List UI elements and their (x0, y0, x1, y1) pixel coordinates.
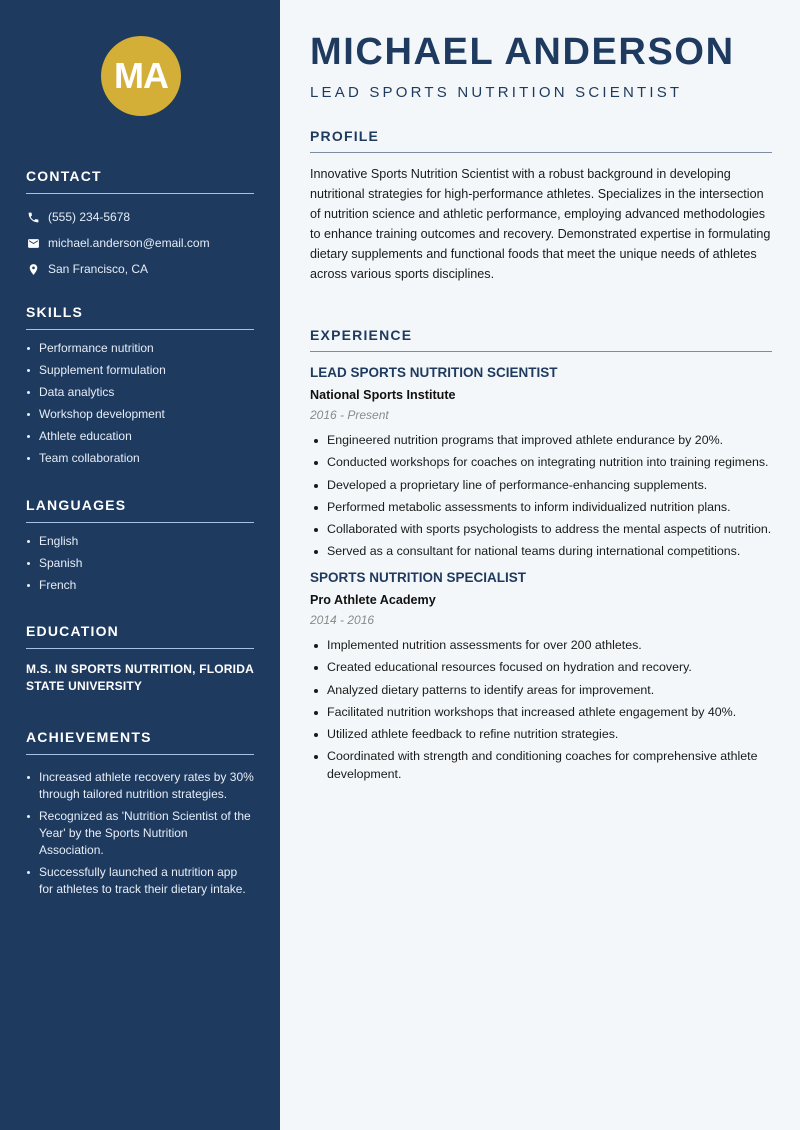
sidebar (0, 0, 280, 1130)
skills-list (26, 340, 254, 467)
education-section (26, 623, 254, 695)
languages-list (26, 533, 254, 594)
achievement-item: Successfully launched a nutrition app for athletes to track their dietary intake. (26, 864, 254, 898)
job-entry (310, 569, 772, 783)
language-item: English (26, 533, 254, 550)
location-pin-icon (26, 262, 40, 276)
candidate-title: LEAD SPORTS NUTRITION SCIENTIST (310, 84, 683, 101)
profile-text: Innovative Sports Nutrition Scientist with a robust background in developing nutritional strategies for high-performance athletes. Specializes in the intersection of nutrition science and athletic performance, employing advanced methodologies to enhance training outcomes and recovery. Demonstrated expertise in formulating dietary supplements and functional foods that meet the unique needs of athletes across various sports disciplines. (310, 167, 771, 281)
achievement-item: Increased athlete recovery rates by 30% through tailored nutrition strategies. (26, 769, 254, 803)
achievements-heading: ACHIEVEMENTS (26, 729, 254, 755)
skills-section (26, 304, 254, 472)
job-bullet: Analyzed dietary patterns to identify areas for improvement. (310, 682, 772, 700)
job-bullet: Conducted workshops for coaches on integrating nutrition into training regimens. (310, 454, 772, 472)
skill-item: Data analytics (26, 384, 254, 401)
avatar (101, 36, 181, 116)
phone-icon (26, 210, 40, 224)
skill-item: Athlete education (26, 428, 254, 445)
job-bullet: Performed metabolic assessments to inform individualized nutrition plans. (310, 499, 772, 517)
language-item: French (26, 577, 254, 594)
contact-phone (26, 204, 254, 230)
job-title: LEAD SPORTS NUTRITION SCIENTIST (310, 365, 558, 380)
skills-heading: SKILLS (26, 304, 254, 330)
job-bullets (310, 637, 772, 783)
job-bullet: Developed a proprietary line of performance-enhancing supplements. (310, 477, 772, 495)
candidate-name: MICHAEL ANDERSON (310, 31, 735, 73)
contact-email-text[interactable]: michael.anderson@email.com (48, 236, 210, 250)
languages-section (26, 497, 254, 599)
contact-location-text: San Francisco, CA (48, 262, 149, 276)
job-title: SPORTS NUTRITION SPECIALIST (310, 569, 527, 585)
education-degree: M.S. IN SPORTS NUTRITION, FLORIDA STATE UNIVERSITY (26, 662, 254, 693)
achievement-item: Recognized as 'Nutrition Scientist of the Year' by the Sports Nutrition Association. (26, 808, 254, 859)
skill-item: Workshop development (26, 406, 254, 423)
job-bullet: Collaborated with sports psychologists to address the mental aspects of nutrition. (310, 521, 772, 539)
job-company: National Sports Institute (310, 388, 456, 402)
job-company: Pro Athlete Academy (310, 592, 436, 607)
contact-section (26, 168, 254, 282)
skill-item: Performance nutrition (26, 340, 254, 357)
job-bullet: Engineered nutrition programs that improved athlete endurance by 20%. (310, 432, 772, 450)
email-icon (26, 236, 40, 250)
education-heading: EDUCATION (26, 623, 254, 649)
skill-item: Supplement formulation (26, 362, 254, 379)
languages-heading: LANGUAGES (26, 497, 254, 523)
job-bullets (310, 432, 772, 561)
job-bullet: Implemented nutrition assessments for over 200 athletes. (310, 637, 772, 655)
achievements-list (26, 769, 254, 898)
achievements-section (26, 729, 254, 903)
job-bullet: Facilitated nutrition workshops that increased athlete engagement by 40%. (310, 704, 772, 722)
contact-phone-text[interactable]: (555) 234-5678 (48, 210, 131, 224)
contact-list (26, 204, 254, 282)
experience-section (310, 327, 772, 788)
experience-heading: EXPERIENCE (310, 327, 772, 352)
contact-location (26, 256, 254, 282)
job-bullet: Coordinated with strength and conditioning coaches for comprehensive athlete development. (310, 748, 772, 783)
contact-email (26, 230, 254, 256)
contact-heading: CONTACT (26, 168, 254, 194)
avatar-initials: MA (114, 55, 168, 96)
skill-item: Team collaboration (26, 450, 254, 467)
profile-section (310, 128, 772, 284)
profile-heading: PROFILE (310, 128, 772, 153)
language-item: Spanish (26, 555, 254, 572)
job-bullet: Served as a consultant for national teams during international competitions. (310, 543, 772, 561)
job-dates: 2014 - 2016 (310, 612, 375, 627)
job-dates: 2016 - Present (310, 408, 389, 422)
job-bullet: Created educational resources focused on hydration and recovery. (310, 659, 772, 677)
job-entry (310, 364, 772, 561)
job-bullet: Utilized athlete feedback to refine nutrition strategies. (310, 726, 772, 744)
